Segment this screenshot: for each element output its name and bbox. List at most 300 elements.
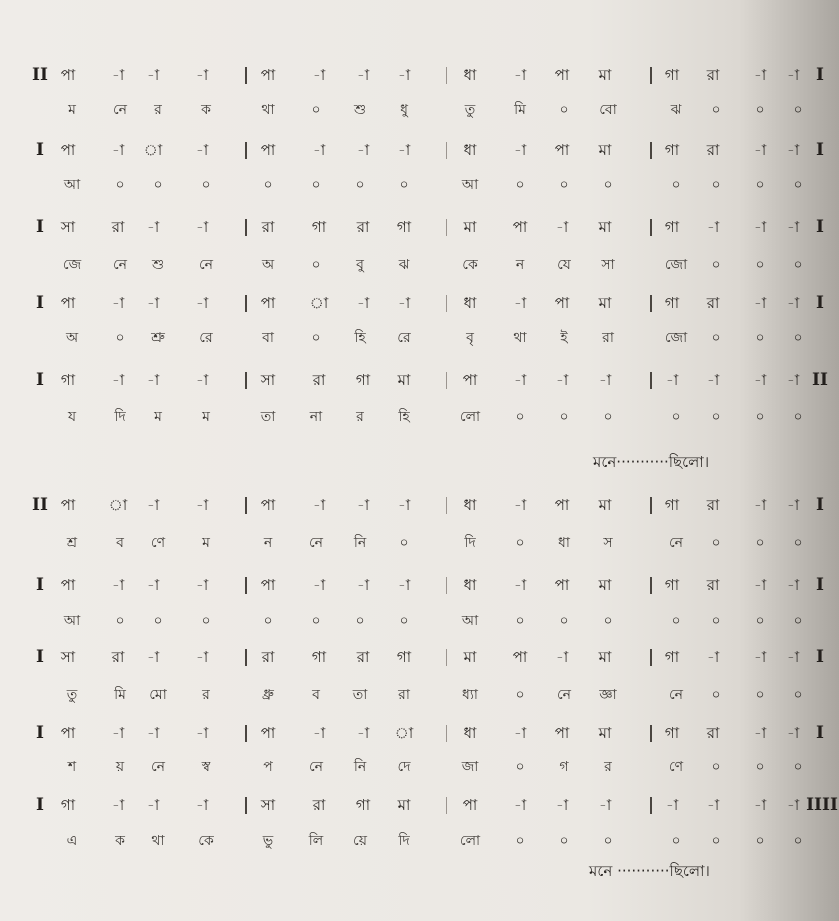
swara-note: সা — [60, 648, 76, 666]
lyric-syllable: ধা — [558, 535, 570, 551]
barline — [650, 67, 652, 84]
swara-note: -া — [195, 218, 209, 236]
lyric-syllable: নে — [668, 535, 684, 551]
lyric-syllable: ক — [115, 833, 125, 849]
swara-note: মা — [598, 496, 612, 514]
swara-note: -া — [146, 724, 160, 742]
lyric-syllable: আ — [461, 613, 479, 629]
lyric-syllable: ০ — [399, 177, 409, 193]
swara-note: গা — [396, 648, 412, 666]
lyric-syllable: তু — [464, 102, 476, 118]
lyric-syllable: ০ — [515, 833, 525, 849]
lyric-syllable: রে — [199, 330, 213, 346]
swara-note: -া — [753, 141, 767, 159]
lyric-syllable: লো — [459, 833, 481, 849]
lyric-syllable: ০ — [153, 613, 163, 629]
swara-note: -া — [753, 294, 767, 312]
lyric-syllable: তা — [260, 409, 276, 425]
lyric-syllable: ০ — [793, 613, 803, 629]
bar-mark-end: IIII — [806, 795, 838, 815]
swara-note: পা — [554, 496, 570, 514]
lyric-syllable: রা — [398, 687, 410, 703]
swara-note: -া — [706, 648, 720, 666]
barline — [446, 142, 447, 159]
lyric-syllable: ব — [116, 535, 124, 551]
barline — [245, 67, 247, 84]
swara-note: রা — [706, 496, 720, 514]
swara-note: গা — [664, 576, 680, 594]
swara-note: রা — [111, 218, 125, 236]
lyric-syllable: ঝ — [670, 102, 682, 118]
lyric-syllable: ন — [515, 257, 525, 273]
lyric-syllable: ০ — [671, 833, 681, 849]
lyric-syllable: স্ব — [201, 759, 211, 775]
lyric-syllable: ০ — [793, 535, 803, 551]
lyric-syllable: ধ্রু — [262, 687, 274, 703]
lyric-syllable: য — [67, 409, 77, 425]
swara-note: রা — [312, 371, 326, 389]
swara-row — [0, 570, 839, 600]
swara-note: গা — [664, 648, 680, 666]
barline — [650, 577, 652, 594]
lyric-syllable: শ্রু — [151, 330, 165, 346]
swara-note: -া — [312, 724, 326, 742]
lyric-syllable: ০ — [755, 535, 765, 551]
swara-note: -া — [312, 576, 326, 594]
swara-note: -া — [753, 576, 767, 594]
swara-note: পা — [260, 724, 276, 742]
lyric-syllable: ০ — [603, 613, 613, 629]
bar-mark-start: I — [36, 795, 44, 815]
swara-note: -া — [706, 796, 720, 814]
lyric-syllable: ০ — [311, 102, 321, 118]
swara-row — [0, 365, 839, 395]
lyric-syllable: নে — [308, 759, 324, 775]
swara-note: -া — [356, 496, 370, 514]
lyric-syllable: যে — [557, 257, 571, 273]
lyric-syllable: জে — [62, 257, 82, 273]
swara-note: া — [143, 141, 163, 159]
lyric-syllable: থা — [151, 833, 165, 849]
lyric-syllable: ০ — [263, 177, 273, 193]
swara-note: -া — [195, 648, 209, 666]
swara-note: গা — [664, 294, 680, 312]
lyric-row — [0, 752, 839, 782]
swara-note: পা — [462, 796, 478, 814]
swara-note: গা — [355, 371, 371, 389]
swara-note: -া — [111, 294, 125, 312]
bar-mark-end: I — [816, 140, 824, 160]
lyric-syllable: জো — [664, 257, 688, 273]
swara-note: -া — [146, 796, 160, 814]
barline — [446, 649, 447, 666]
swara-note: -া — [195, 294, 209, 312]
lyric-syllable: ০ — [311, 177, 321, 193]
barline — [446, 372, 447, 389]
swara-note: ধা — [463, 576, 477, 594]
lyric-syllable: ০ — [355, 613, 365, 629]
lyric-syllable: জ্ঞা — [599, 687, 617, 703]
barline — [650, 372, 652, 389]
lyric-syllable: ধু — [400, 102, 408, 118]
swara-note: -া — [111, 66, 125, 84]
swara-note: -া — [111, 796, 125, 814]
barline — [446, 497, 447, 514]
lyric-syllable: ০ — [793, 330, 803, 346]
lyric-syllable: র — [202, 687, 210, 703]
barline — [245, 372, 247, 389]
lyric-syllable: ০ — [559, 613, 569, 629]
lyric-syllable: ০ — [559, 102, 569, 118]
swara-note: -া — [195, 796, 209, 814]
barline — [446, 577, 447, 594]
swara-note: -া — [356, 576, 370, 594]
lyric-syllable: ০ — [755, 613, 765, 629]
swara-note: মা — [598, 648, 612, 666]
swara-note: -া — [706, 218, 720, 236]
lyric-syllable: আ — [63, 177, 81, 193]
lyric-syllable: ০ — [399, 613, 409, 629]
swara-note: -া — [555, 371, 569, 389]
swara-note: -া — [146, 294, 160, 312]
swara-note: -া — [195, 371, 209, 389]
swara-note: সা — [260, 796, 276, 814]
lyric-syllable: বু — [356, 257, 364, 273]
lyric-syllable: ০ — [755, 102, 765, 118]
lyric-syllable: ০ — [515, 409, 525, 425]
swara-note: গা — [664, 496, 680, 514]
barline — [245, 497, 247, 514]
swara-note: ধা — [463, 141, 477, 159]
barline — [650, 649, 652, 666]
lyric-syllable: ০ — [671, 613, 681, 629]
swara-note: -া — [111, 724, 125, 742]
lyric-syllable: রে — [397, 330, 411, 346]
swara-note: -া — [146, 66, 160, 84]
lyric-syllable: মো — [149, 687, 167, 703]
swara-note: পা — [512, 218, 528, 236]
lyric-syllable: ০ — [755, 330, 765, 346]
lyric-syllable: দি — [464, 535, 476, 551]
lyric-syllable: ভু — [262, 833, 274, 849]
bar-mark-end: II — [812, 370, 828, 390]
swara-row — [0, 288, 839, 318]
swara-note: -া — [146, 218, 160, 236]
swara-note: গা — [664, 218, 680, 236]
swara-note: -া — [513, 724, 527, 742]
swara-note: রা — [706, 294, 720, 312]
swara-note: -া — [195, 141, 209, 159]
swara-note: মা — [598, 294, 612, 312]
swara-note: -া — [786, 141, 800, 159]
lyric-syllable: ০ — [559, 833, 569, 849]
swara-note: -া — [786, 576, 800, 594]
lyric-syllable: ০ — [755, 409, 765, 425]
swara-note: রা — [706, 66, 720, 84]
swara-note: -া — [665, 796, 679, 814]
lyric-syllable: শ্র — [66, 535, 78, 551]
lyric-syllable: তু — [66, 687, 78, 703]
swara-note: পা — [554, 294, 570, 312]
lyric-row — [0, 402, 839, 432]
swara-note: মা — [463, 218, 477, 236]
lyric-syllable: ০ — [603, 177, 613, 193]
swara-row — [0, 718, 839, 748]
swara-note: পা — [260, 294, 276, 312]
swara-note: রা — [261, 218, 275, 236]
lyric-row — [0, 680, 839, 710]
lyric-syllable: ০ — [755, 687, 765, 703]
lyric-syllable: ০ — [755, 833, 765, 849]
lyric-syllable: প — [263, 759, 273, 775]
lyric-syllable: ০ — [515, 687, 525, 703]
swara-note: -া — [146, 648, 160, 666]
lyric-syllable: ০ — [793, 833, 803, 849]
swara-note: -া — [786, 371, 800, 389]
lyric-syllable: কে — [462, 257, 478, 273]
lyric-syllable: নে — [112, 102, 128, 118]
lyric-syllable: অ — [261, 257, 275, 273]
swara-note: ধা — [463, 724, 477, 742]
swara-note: -া — [598, 371, 612, 389]
lyric-syllable: রা — [602, 330, 614, 346]
lyric-syllable: লো — [459, 409, 481, 425]
lyric-syllable: ০ — [263, 613, 273, 629]
swara-note: -া — [397, 141, 411, 159]
swara-note: পা — [260, 141, 276, 159]
swara-note: -া — [312, 496, 326, 514]
swara-note: পা — [260, 66, 276, 84]
swara-note: -া — [753, 724, 767, 742]
swara-note: -া — [555, 648, 569, 666]
lyric-syllable: ০ — [755, 177, 765, 193]
lyric-syllable: ০ — [559, 409, 569, 425]
lyric-syllable: ০ — [793, 409, 803, 425]
barline — [650, 725, 652, 742]
swara-note: ধা — [463, 66, 477, 84]
lyric-syllable: ণে — [150, 535, 166, 551]
lyric-syllable: নে — [668, 687, 684, 703]
swara-note: -া — [555, 218, 569, 236]
lyric-syllable: ০ — [515, 535, 525, 551]
swara-note: গা — [664, 724, 680, 742]
swara-note: া — [394, 724, 414, 742]
lyric-syllable: মি — [114, 687, 126, 703]
bar-mark-start: I — [36, 647, 44, 667]
swara-note: মা — [598, 141, 612, 159]
lyric-syllable: নে — [150, 759, 166, 775]
swara-note: গা — [664, 66, 680, 84]
swara-note: পা — [60, 141, 76, 159]
bar-mark-start: I — [36, 140, 44, 160]
lyric-syllable: ০ — [711, 330, 721, 346]
lyric-row — [0, 170, 839, 200]
lyric-syllable: ঝ — [398, 257, 410, 273]
bar-mark-end: I — [816, 293, 824, 313]
lyric-syllable: ০ — [559, 177, 569, 193]
lyric-syllable: দি — [398, 833, 410, 849]
swara-note: মা — [598, 576, 612, 594]
lyric-syllable: ০ — [671, 409, 681, 425]
barline — [245, 797, 247, 814]
barline — [245, 142, 247, 159]
swara-note: সা — [60, 218, 76, 236]
swara-note: -া — [397, 576, 411, 594]
lyric-syllable: বা — [262, 330, 274, 346]
lyric-syllable: দে — [397, 759, 411, 775]
barline — [650, 219, 652, 236]
lyric-syllable: ম — [154, 409, 162, 425]
lyric-syllable: ০ — [153, 177, 163, 193]
lyric-syllable: ০ — [755, 759, 765, 775]
lyric-syllable: ০ — [755, 257, 765, 273]
lyric-syllable: নি — [353, 759, 367, 775]
lyric-syllable: ০ — [711, 102, 721, 118]
lyric-syllable: বৃ — [466, 330, 474, 346]
swara-note: -া — [195, 576, 209, 594]
lyric-syllable: য় — [115, 759, 125, 775]
swara-note: -া — [312, 66, 326, 84]
swara-row — [0, 790, 839, 820]
swara-note: গা — [311, 218, 327, 236]
swara-note: পা — [60, 66, 76, 84]
lyric-syllable: দি — [114, 409, 126, 425]
swara-row — [0, 642, 839, 672]
lyric-syllable: ০ — [201, 177, 211, 193]
swara-note: ধা — [463, 294, 477, 312]
lyric-syllable: থা — [261, 102, 275, 118]
lyric-syllable: ০ — [311, 330, 321, 346]
swara-note: রা — [356, 648, 370, 666]
swara-note: া — [108, 496, 128, 514]
lyric-row — [0, 250, 839, 280]
bar-mark-start: II — [32, 495, 48, 515]
barline — [446, 797, 447, 814]
lyric-syllable: নে — [112, 257, 128, 273]
lyric-syllable: শু — [151, 257, 165, 273]
lyric-syllable: আ — [63, 613, 81, 629]
swara-note: -া — [146, 496, 160, 514]
swara-note: -া — [753, 218, 767, 236]
swara-note: -া — [753, 496, 767, 514]
swara-note: -া — [111, 371, 125, 389]
barline — [650, 142, 652, 159]
bar-mark-end: I — [816, 65, 824, 85]
lyric-syllable: নে — [556, 687, 572, 703]
lyric-syllable: ণে — [668, 759, 684, 775]
lyric-syllable: স — [603, 535, 613, 551]
barline — [245, 577, 247, 594]
swara-note: -া — [786, 294, 800, 312]
bar-mark-start: I — [36, 293, 44, 313]
swara-note: -া — [513, 496, 527, 514]
lyric-syllable: ধ্যা — [462, 687, 478, 703]
swara-note: পা — [554, 724, 570, 742]
swara-note: -া — [146, 371, 160, 389]
lyric-row — [0, 528, 839, 558]
swara-note: -া — [195, 496, 209, 514]
barline — [650, 797, 652, 814]
barline — [446, 219, 447, 236]
lyric-syllable: ০ — [711, 409, 721, 425]
lyric-syllable: ০ — [399, 535, 409, 551]
swara-note: ধা — [463, 496, 477, 514]
lyric-syllable: ই — [560, 330, 568, 346]
lyric-syllable: না — [309, 409, 323, 425]
swara-note: মা — [598, 724, 612, 742]
barline — [245, 725, 247, 742]
bar-mark-start: I — [36, 217, 44, 237]
swara-note: মা — [598, 66, 612, 84]
lyric-syllable: ০ — [311, 613, 321, 629]
lyric-syllable: ০ — [115, 613, 125, 629]
lyric-row — [0, 606, 839, 636]
lyric-syllable: থা — [513, 330, 527, 346]
swara-note: মা — [463, 648, 477, 666]
swara-note: -া — [195, 724, 209, 742]
swara-note: পা — [60, 496, 76, 514]
swara-note: -া — [356, 724, 370, 742]
swara-note: পা — [462, 371, 478, 389]
swara-row — [0, 212, 839, 242]
bar-mark-start: II — [32, 65, 48, 85]
lyric-syllable: ০ — [793, 687, 803, 703]
swara-note: রা — [706, 576, 720, 594]
swara-note: -া — [598, 796, 612, 814]
lyric-syllable: নি — [353, 535, 367, 551]
swara-note: গা — [396, 218, 412, 236]
swara-note: -া — [397, 66, 411, 84]
lyric-syllable: মি — [514, 102, 526, 118]
lyric-syllable: ০ — [515, 759, 525, 775]
swara-row — [0, 490, 839, 520]
swara-note: রা — [706, 141, 720, 159]
swara-note: -া — [555, 796, 569, 814]
lyric-syllable: বো — [599, 102, 617, 118]
lyric-syllable: ০ — [603, 833, 613, 849]
bar-mark-start: I — [36, 575, 44, 595]
swara-note: -া — [356, 66, 370, 84]
lyric-syllable: য়ে — [353, 833, 367, 849]
swara-note: -া — [146, 576, 160, 594]
swara-note: া — [309, 294, 329, 312]
barline — [245, 649, 247, 666]
swara-note: গা — [60, 796, 76, 814]
refrain-text: মনে ···········ছিলো। — [589, 862, 710, 880]
lyric-syllable: ন — [263, 535, 273, 551]
lyric-syllable: র — [356, 409, 364, 425]
lyric-syllable: শ — [67, 759, 77, 775]
swara-note: সা — [260, 371, 276, 389]
swara-note: -া — [753, 371, 767, 389]
swara-note: -া — [111, 141, 125, 159]
swara-note: মা — [598, 218, 612, 236]
swara-note: পা — [554, 141, 570, 159]
lyric-syllable: ০ — [793, 759, 803, 775]
swara-note: রা — [312, 796, 326, 814]
swara-note: -া — [753, 796, 767, 814]
barline — [650, 295, 652, 312]
swara-note: -া — [397, 294, 411, 312]
swara-note: গা — [355, 796, 371, 814]
lyric-row — [0, 95, 839, 125]
swara-note: পা — [260, 576, 276, 594]
lyric-syllable: ০ — [793, 102, 803, 118]
lyric-syllable: ম — [68, 102, 76, 118]
lyric-syllable: ০ — [711, 177, 721, 193]
lyric-syllable: ব — [312, 687, 320, 703]
lyric-syllable: কে — [198, 833, 214, 849]
